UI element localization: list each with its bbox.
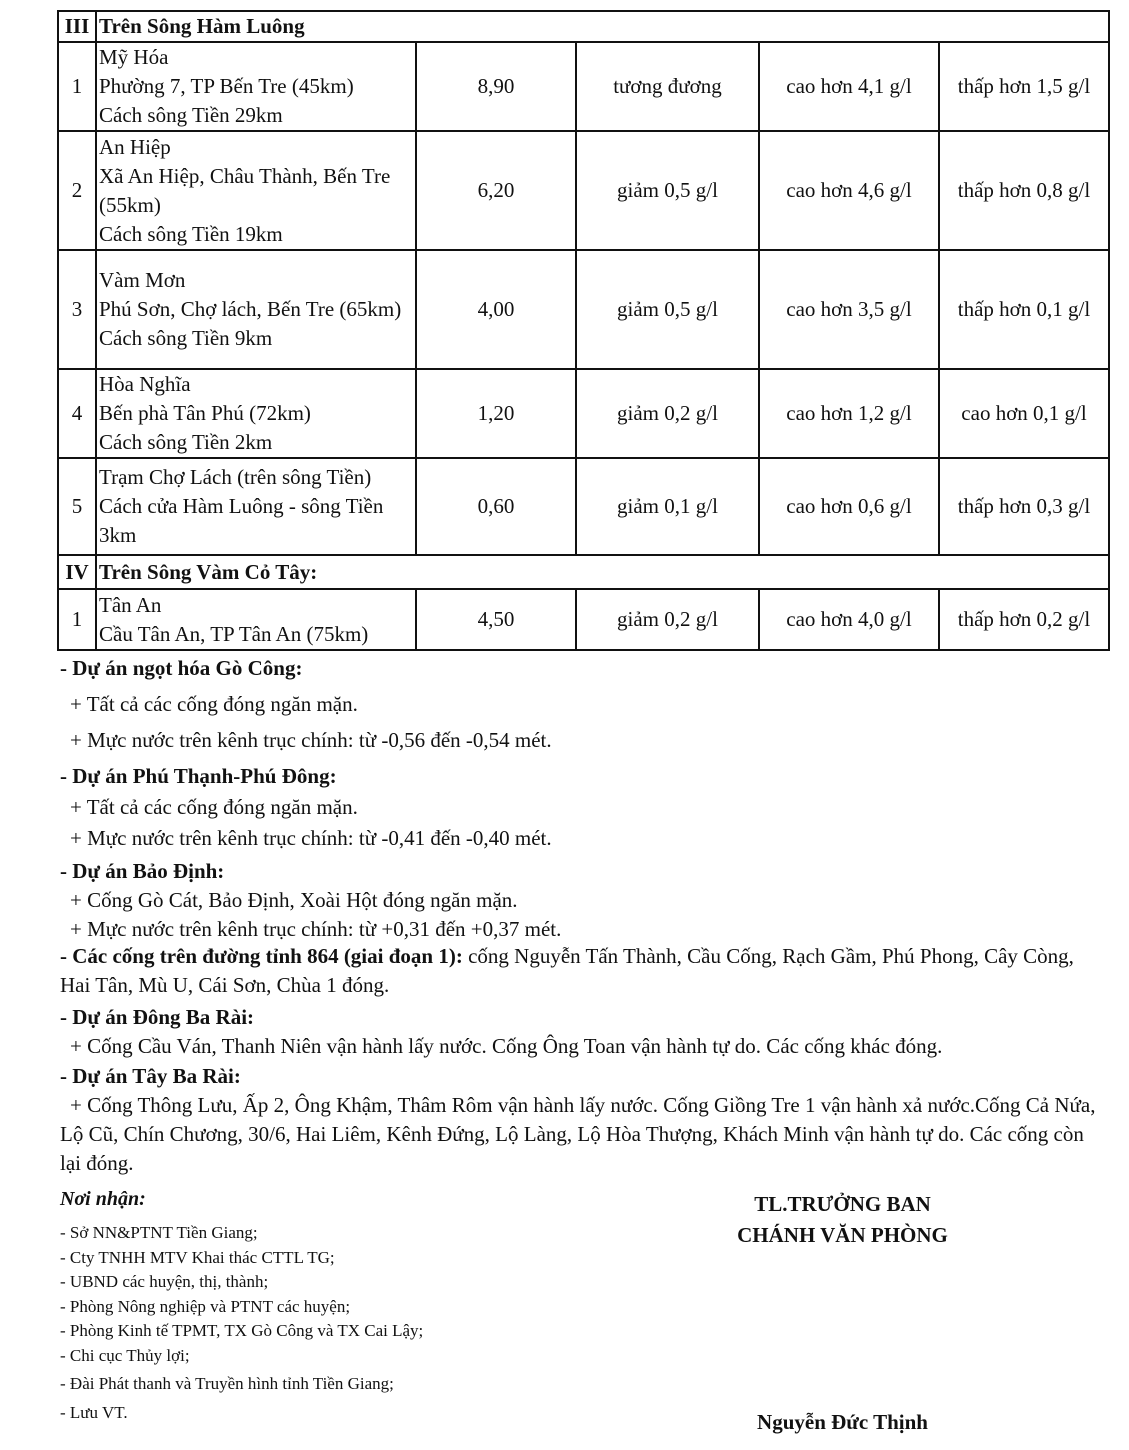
row-number: 3 [58, 250, 96, 369]
station-name: Hòa Nghĩa [99, 372, 191, 396]
project-line: + Tất cả các cống đóng ngăn mặn. [70, 692, 358, 716]
project-road-864 [60, 942, 1109, 1000]
section-title: Trên Sông Vàm Cỏ Tây: [96, 555, 1109, 589]
project-title: - Dự án ngọt hóa Gò Công: [60, 656, 303, 680]
table-row [58, 131, 1109, 250]
table-row [58, 369, 1109, 458]
compare-cell: tương đương [576, 42, 759, 131]
recipient-item: - Sở NN&PTNT Tiền Giang; [60, 1223, 258, 1242]
salinity-value: 8,90 [416, 42, 576, 131]
row-number: 2 [58, 131, 96, 250]
recipient-item: - Phòng Nông nghiệp và PTNT các huyện; [60, 1296, 351, 1316]
project-line: + Cống Gò Cát, Bảo Định, Xoài Hột đóng ngăn mặn. [70, 888, 518, 912]
recipient-item: - UBND các huyện, thị, thành; [60, 1272, 269, 1291]
location-cell [96, 250, 416, 369]
project-title: - Dự án Tây Ba Rài: [60, 1064, 241, 1088]
salinity-value: 4,00 [416, 250, 576, 369]
project-paragraph [60, 942, 1109, 1000]
station-address: Xã An Hiệp, Châu Thành, Bến Tre (55km) [99, 163, 391, 217]
station-distance: Cách sông Tiền 2km [99, 430, 273, 454]
compare-cell: thấp hơn 0,2 g/l [939, 589, 1109, 650]
signature-position: CHÁNH VĂN PHÒNG [737, 1223, 948, 1247]
station-distance: Cách sông Tiền 19km [99, 221, 283, 246]
location-cell [96, 42, 416, 131]
salinity-value: 1,20 [416, 369, 576, 458]
compare-cell: cao hơn 0,6 g/l [759, 458, 939, 555]
compare-cell: cao hơn 4,1 g/l [759, 42, 939, 131]
compare-cell: thấp hơn 1,5 g/l [939, 42, 1109, 131]
project-bao-dinh [60, 857, 1109, 944]
station-address: Phường 7, TP Bến Tre (45km) [99, 74, 354, 98]
project-phu-thanh [60, 762, 1109, 853]
project-line: + Mực nước trên kênh trục chính: từ +0,31 đến +0,37 mét. [70, 917, 562, 941]
section-title: Trên Sông Hàm Luông [96, 11, 1109, 42]
salinity-value: 4,50 [416, 589, 576, 650]
recipient-item: - Lưu VT. [60, 1402, 128, 1422]
project-line: + Mực nước trên kênh trục chính: từ -0,41 đến -0,40 mét. [70, 826, 552, 850]
project-title: - Dự án Đông Ba Rài: [60, 1005, 255, 1029]
station-name: An Hiệp [99, 134, 171, 159]
compare-cell: giảm 0,2 g/l [576, 369, 759, 458]
project-text: cống Nguyễn Tấn Thành, Cầu Cống, Rạch Gầm, Phú Phong, Cây Còng, Hai Tân, Mù U, Cái Sơn, Chùa 1 đóng. [60, 944, 1074, 997]
row-number: 1 [58, 589, 96, 650]
table-row [58, 250, 1109, 369]
salinity-value: 0,60 [416, 458, 576, 555]
compare-cell: cao hơn 3,5 g/l [759, 250, 939, 369]
compare-cell: giảm 0,1 g/l [576, 458, 759, 555]
compare-cell: giảm 0,2 g/l [576, 589, 759, 650]
recipient-item: - Chi cục Thủy lợi; [60, 1345, 190, 1365]
row-number: 1 [58, 42, 96, 131]
station-name: Tân An [99, 592, 162, 617]
project-line: + Tất cả các cống đóng ngăn mặn. [70, 795, 358, 819]
project-go-cong [60, 654, 1109, 755]
compare-cell: thấp hơn 0,8 g/l [939, 131, 1109, 250]
recipients-block [60, 1188, 660, 1425]
station-address: Bến phà Tân Phú (72km) [99, 401, 311, 425]
location-cell [96, 131, 416, 250]
station-name: Mỹ Hóa [99, 45, 169, 69]
section-row [58, 11, 1109, 42]
compare-cell: cao hơn 4,0 g/l [759, 589, 939, 650]
compare-cell: cao hơn 1,2 g/l [759, 369, 939, 458]
salinity-value: 6,20 [416, 131, 576, 250]
compare-cell: giảm 0,5 g/l [576, 250, 759, 369]
compare-cell: cao hơn 4,6 g/l [759, 131, 939, 250]
project-line: + Cống Cầu Ván, Thanh Niên vận hành lấy nước. Cống Ông Toan vận hành tự do. Các cống khác đóng. [70, 1034, 943, 1058]
section-number: IV [58, 555, 96, 589]
row-number: 5 [58, 458, 96, 555]
location-cell [96, 589, 416, 650]
salinity-table [57, 10, 1110, 651]
location-cell [96, 369, 416, 458]
station-address: Phú Sơn, Chợ lách, Bến Tre (65km) [99, 297, 402, 321]
station-name: Trạm Chợ Lách (trên sông Tiền) [99, 465, 372, 489]
section-row [58, 555, 1109, 589]
compare-cell: giảm 0,5 g/l [576, 131, 759, 250]
project-line: + Cống Thông Lưu, Ấp 2, Ông Khậm, Thâm Rôm vận hành lấy nước. Cống Giồng Tre 1 vận hành xả nước.Cống Cả Nứa, Lộ Cũ, Chín Chương, 30/6, Hai Liêm, Kênh Đứng, Lộ Làng, Lộ Hòa Thượng, Khách Minh vận hành tự do. Các cống còn lại đóng. [60, 1093, 1096, 1175]
station-distance: Cách sông Tiền 9km [99, 326, 273, 350]
station-distance: Cách cửa Hàm Luông - sông Tiền 3km [99, 494, 384, 547]
station-address: Cầu Tân An, TP Tân An (75km) [99, 621, 369, 646]
signature-authority: TL.TRƯỞNG BAN [754, 1192, 931, 1216]
section-number: III [58, 11, 96, 42]
recipient-item: - Phòng Kinh tế TPMT, TX Gò Công và TX Cai Lậy; [60, 1321, 424, 1340]
table-row [58, 589, 1109, 650]
row-number: 4 [58, 369, 96, 458]
signer-name: Nguyễn Đức Thịnh [757, 1410, 928, 1434]
station-distance: Cách sông Tiền 29km [99, 103, 283, 127]
project-tay-ba-rai [60, 1062, 1109, 1178]
table-row [58, 458, 1109, 555]
project-line: + Mực nước trên kênh trục chính: từ -0,56 đến -0,54 mét. [70, 728, 552, 752]
location-cell [96, 458, 416, 555]
project-title: - Dự án Phú Thạnh-Phú Đông: [60, 764, 337, 788]
project-dong-ba-rai [60, 1003, 1109, 1061]
project-title: - Các cống trên đường tỉnh 864 (giai đoạn 1): [60, 944, 463, 968]
station-name: Vàm Mơn [99, 268, 186, 292]
table-row [58, 42, 1109, 131]
compare-cell: thấp hơn 0,1 g/l [939, 250, 1109, 369]
recipient-item: - Cty TNHH MTV Khai thác CTTL TG; [60, 1247, 335, 1267]
signature-title [680, 1189, 1005, 1251]
recipients-list [60, 1221, 660, 1425]
project-title: - Dự án Bảo Định: [60, 859, 225, 883]
recipients-title: Nơi nhận: [60, 1188, 146, 1210]
recipient-item: - Đài Phát thanh và Truyền hình tỉnh Tiền Giang; [60, 1374, 394, 1393]
compare-cell: cao hơn 0,1 g/l [939, 369, 1109, 458]
compare-cell: thấp hơn 0,3 g/l [939, 458, 1109, 555]
